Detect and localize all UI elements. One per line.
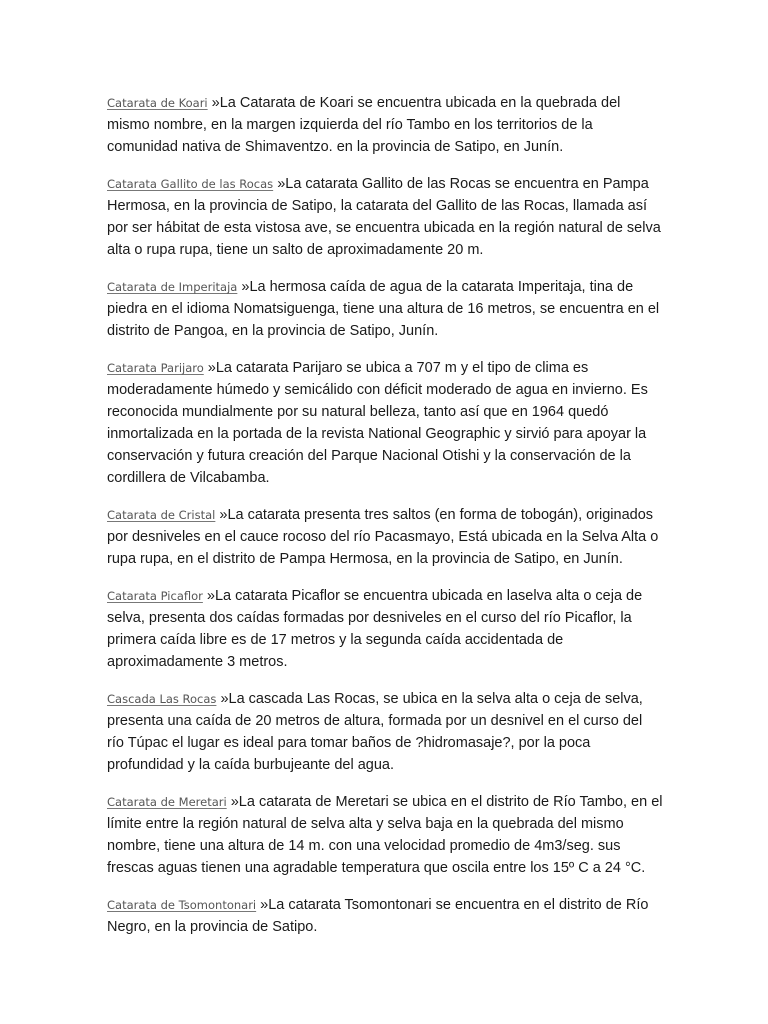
document-page: [107, 92, 663, 953]
entry-tsomontonari: [107, 894, 663, 938]
link-cascada-las-rocas[interactable]: Cascada Las Rocas: [107, 692, 217, 706]
entry-text: »La catarata presenta tres saltos (en forma de tobogán), originados por desniveles en el cauce rocoso del río Pacasmayo, Está ubicada en la Selva Alta o rupa rupa, en el distrito de Pampa Hermosa, en la provincia de Satipo, en Junín.: [107, 507, 659, 567]
link-catarata-parijaro[interactable]: Catarata Parijaro: [107, 361, 204, 375]
entry-text: »La hermosa caída de agua de la catarata Imperitaja, tina de piedra en el idioma Nomatsiguenga, tiene una altura de 16 metros, se encuentra en el distrito de Pangoa, en la provincia de Satipo, Junín.: [107, 279, 660, 339]
link-catarata-gallito-de-las-rocas[interactable]: Catarata Gallito de las Rocas: [107, 177, 274, 191]
entry-parijaro: [107, 357, 663, 489]
entry-imperitaja: [107, 276, 663, 342]
entry-text: »La catarata de Meretari se ubica en el distrito de Río Tambo, en el límite entre la región natural de selva alta y selva baja en la quebrada del mismo nombre, tiene una altura de 14 m. con una velocidad promedio de 4m3/seg. sus frescas aguas tienen una agradable temperatura que oscila entre los 15º C a 24 °C.: [107, 794, 663, 876]
entry-text: »La cascada Las Rocas, se ubica en la selva alta o ceja de selva, presenta una caída de 20 metros de altura, formada por un desnivel en el curso del río Túpac el lugar es ideal para tomar baños de ?hidromasaje?, por la poca profundidad y la caída burbujeante del agua.: [107, 691, 643, 773]
entry-meretari: [107, 791, 663, 879]
link-catarata-meretari[interactable]: Catarata de Meretari: [107, 795, 227, 809]
link-catarata-cristal[interactable]: Catarata de Cristal: [107, 508, 216, 522]
entry-cristal: [107, 504, 663, 570]
entry-text: »La Catarata de Koari se encuentra ubicada en la quebrada del mismo nombre, en la margen izquierda del río Tambo en los territorios de la comunidad nativa de Shimaventzo. en la provincia de Satipo, en Junín.: [107, 95, 621, 155]
entry-picaflor: [107, 585, 663, 673]
link-catarata-picaflor[interactable]: Catarata Picaflor: [107, 589, 203, 603]
entry-gallito-de-las-rocas: [107, 173, 663, 261]
entry-text: »La catarata Tsomontonari se encuentra en el distrito de Río Negro, en la provincia de Satipo.: [107, 897, 649, 935]
entry-las-rocas: [107, 688, 663, 776]
link-catarata-imperitaja[interactable]: Catarata de Imperitaja: [107, 280, 238, 294]
link-catarata-koari[interactable]: Catarata de Koari: [107, 96, 208, 110]
link-catarata-tsomontonari[interactable]: Catarata de Tsomontonari: [107, 898, 257, 912]
entry-koari: [107, 92, 663, 158]
entry-text: »La catarata Gallito de las Rocas se encuentra en Pampa Hermosa, en la provincia de Satipo, la catarata del Gallito de las Rocas, llamada así por ser hábitat de esta vistosa ave, se encuentra ubicada en la región natural de selva alta o rupa rupa, tiene un salto de aproximadamente 20 m.: [107, 176, 661, 258]
entry-text: »La catarata Parijaro se ubica a 707 m y el tipo de clima es moderadamente húmedo y semicálido con déficit moderado de agua en invierno. Es reconocida mundialmente por su natural belleza, tanto así que en 1964 quedó inmortalizada en la portada de la revista National Geographic y sirvió para apoyar la conservación y futura creación del Parque Nacional Otishi y la conservación de la cordillera de Vilcabamba.: [107, 360, 648, 486]
entry-text: »La catarata Picaflor se encuentra ubicada en laselva alta o ceja de selva, presenta dos caídas formadas por desniveles en el curso del río Picaflor, la primera caída libre es de 17 metros y la segunda caída accidentada de aproximadamente 3 metros.: [107, 588, 643, 670]
